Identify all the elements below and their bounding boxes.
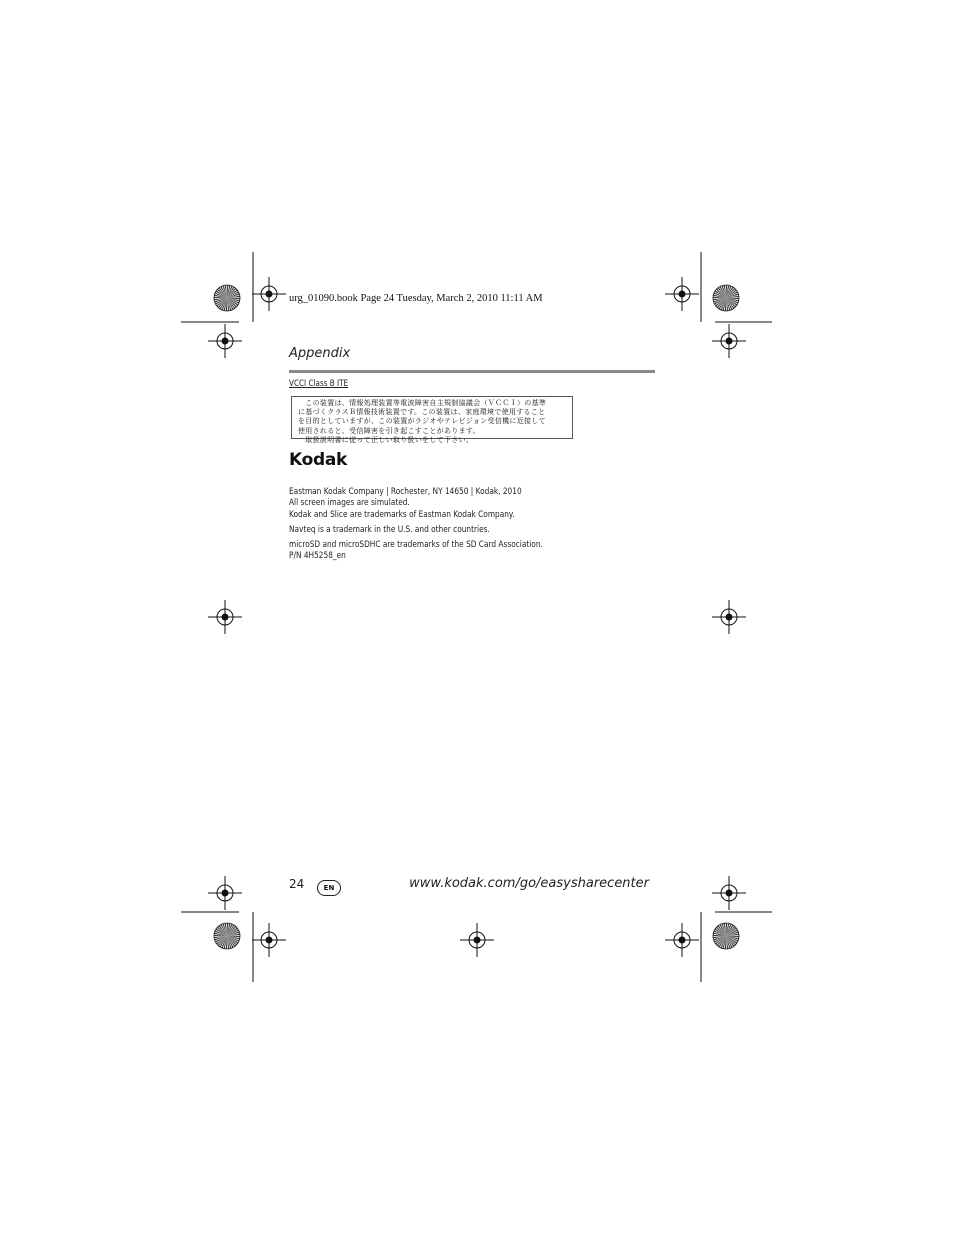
starburst-target-icon	[713, 923, 739, 949]
legal-line: Eastman Kodak Company | Rochester, NY 14650 | Kodak, 2010	[289, 487, 522, 497]
page-number: 24	[289, 877, 305, 891]
legal-line: Kodak and Slice are trademarks of Eastman Kodak Company.	[289, 509, 515, 520]
starburst-target-icon	[214, 285, 240, 311]
vcci-line: 取扱説明書に従って正しい取り扱いをして下さい。	[298, 435, 474, 444]
legal-line: All screen images are simulated.	[289, 498, 410, 509]
vcci-line: を目的としていますが、この装置がラジオやテレビジョン受信機に近接して	[298, 417, 546, 426]
vcci-notice-box	[291, 396, 573, 444]
starburst-target-icon	[713, 285, 739, 311]
header-rule	[289, 370, 655, 373]
starburst-target-icon	[214, 923, 240, 949]
vcci-line: 使用されると、受信障害を引き起こすことがあります。	[298, 426, 480, 435]
legal-line: P/N 4H5258_en	[289, 551, 346, 562]
legal-line: microSD and microSDHC are trademarks of the SD Card Association.	[289, 540, 543, 551]
language-badge: EN	[317, 880, 341, 896]
kodak-logo: Kodak	[289, 450, 348, 470]
footer-url: www.kodak.com/go/easysharecenter	[409, 876, 649, 891]
vcci-line: この装置は、情報処理装置等電波障害自主規制協議会（ＶＣＣＩ）の基準	[298, 399, 547, 407]
print-slug: urg_01090.book Page 24 Tuesday, March 2, 2010 11:11 AM	[289, 293, 543, 304]
page-header: Appendix	[289, 346, 351, 361]
vcci-label: VCCI Class B ITE	[289, 379, 349, 389]
vcci-line: に基づくクラスＢ情報技術装置です。この装置は、家庭環境で使用すること	[298, 408, 546, 417]
legal-line: Navteq is a trademark in the U.S. and other countries.	[289, 524, 490, 535]
legal-text	[289, 487, 543, 563]
